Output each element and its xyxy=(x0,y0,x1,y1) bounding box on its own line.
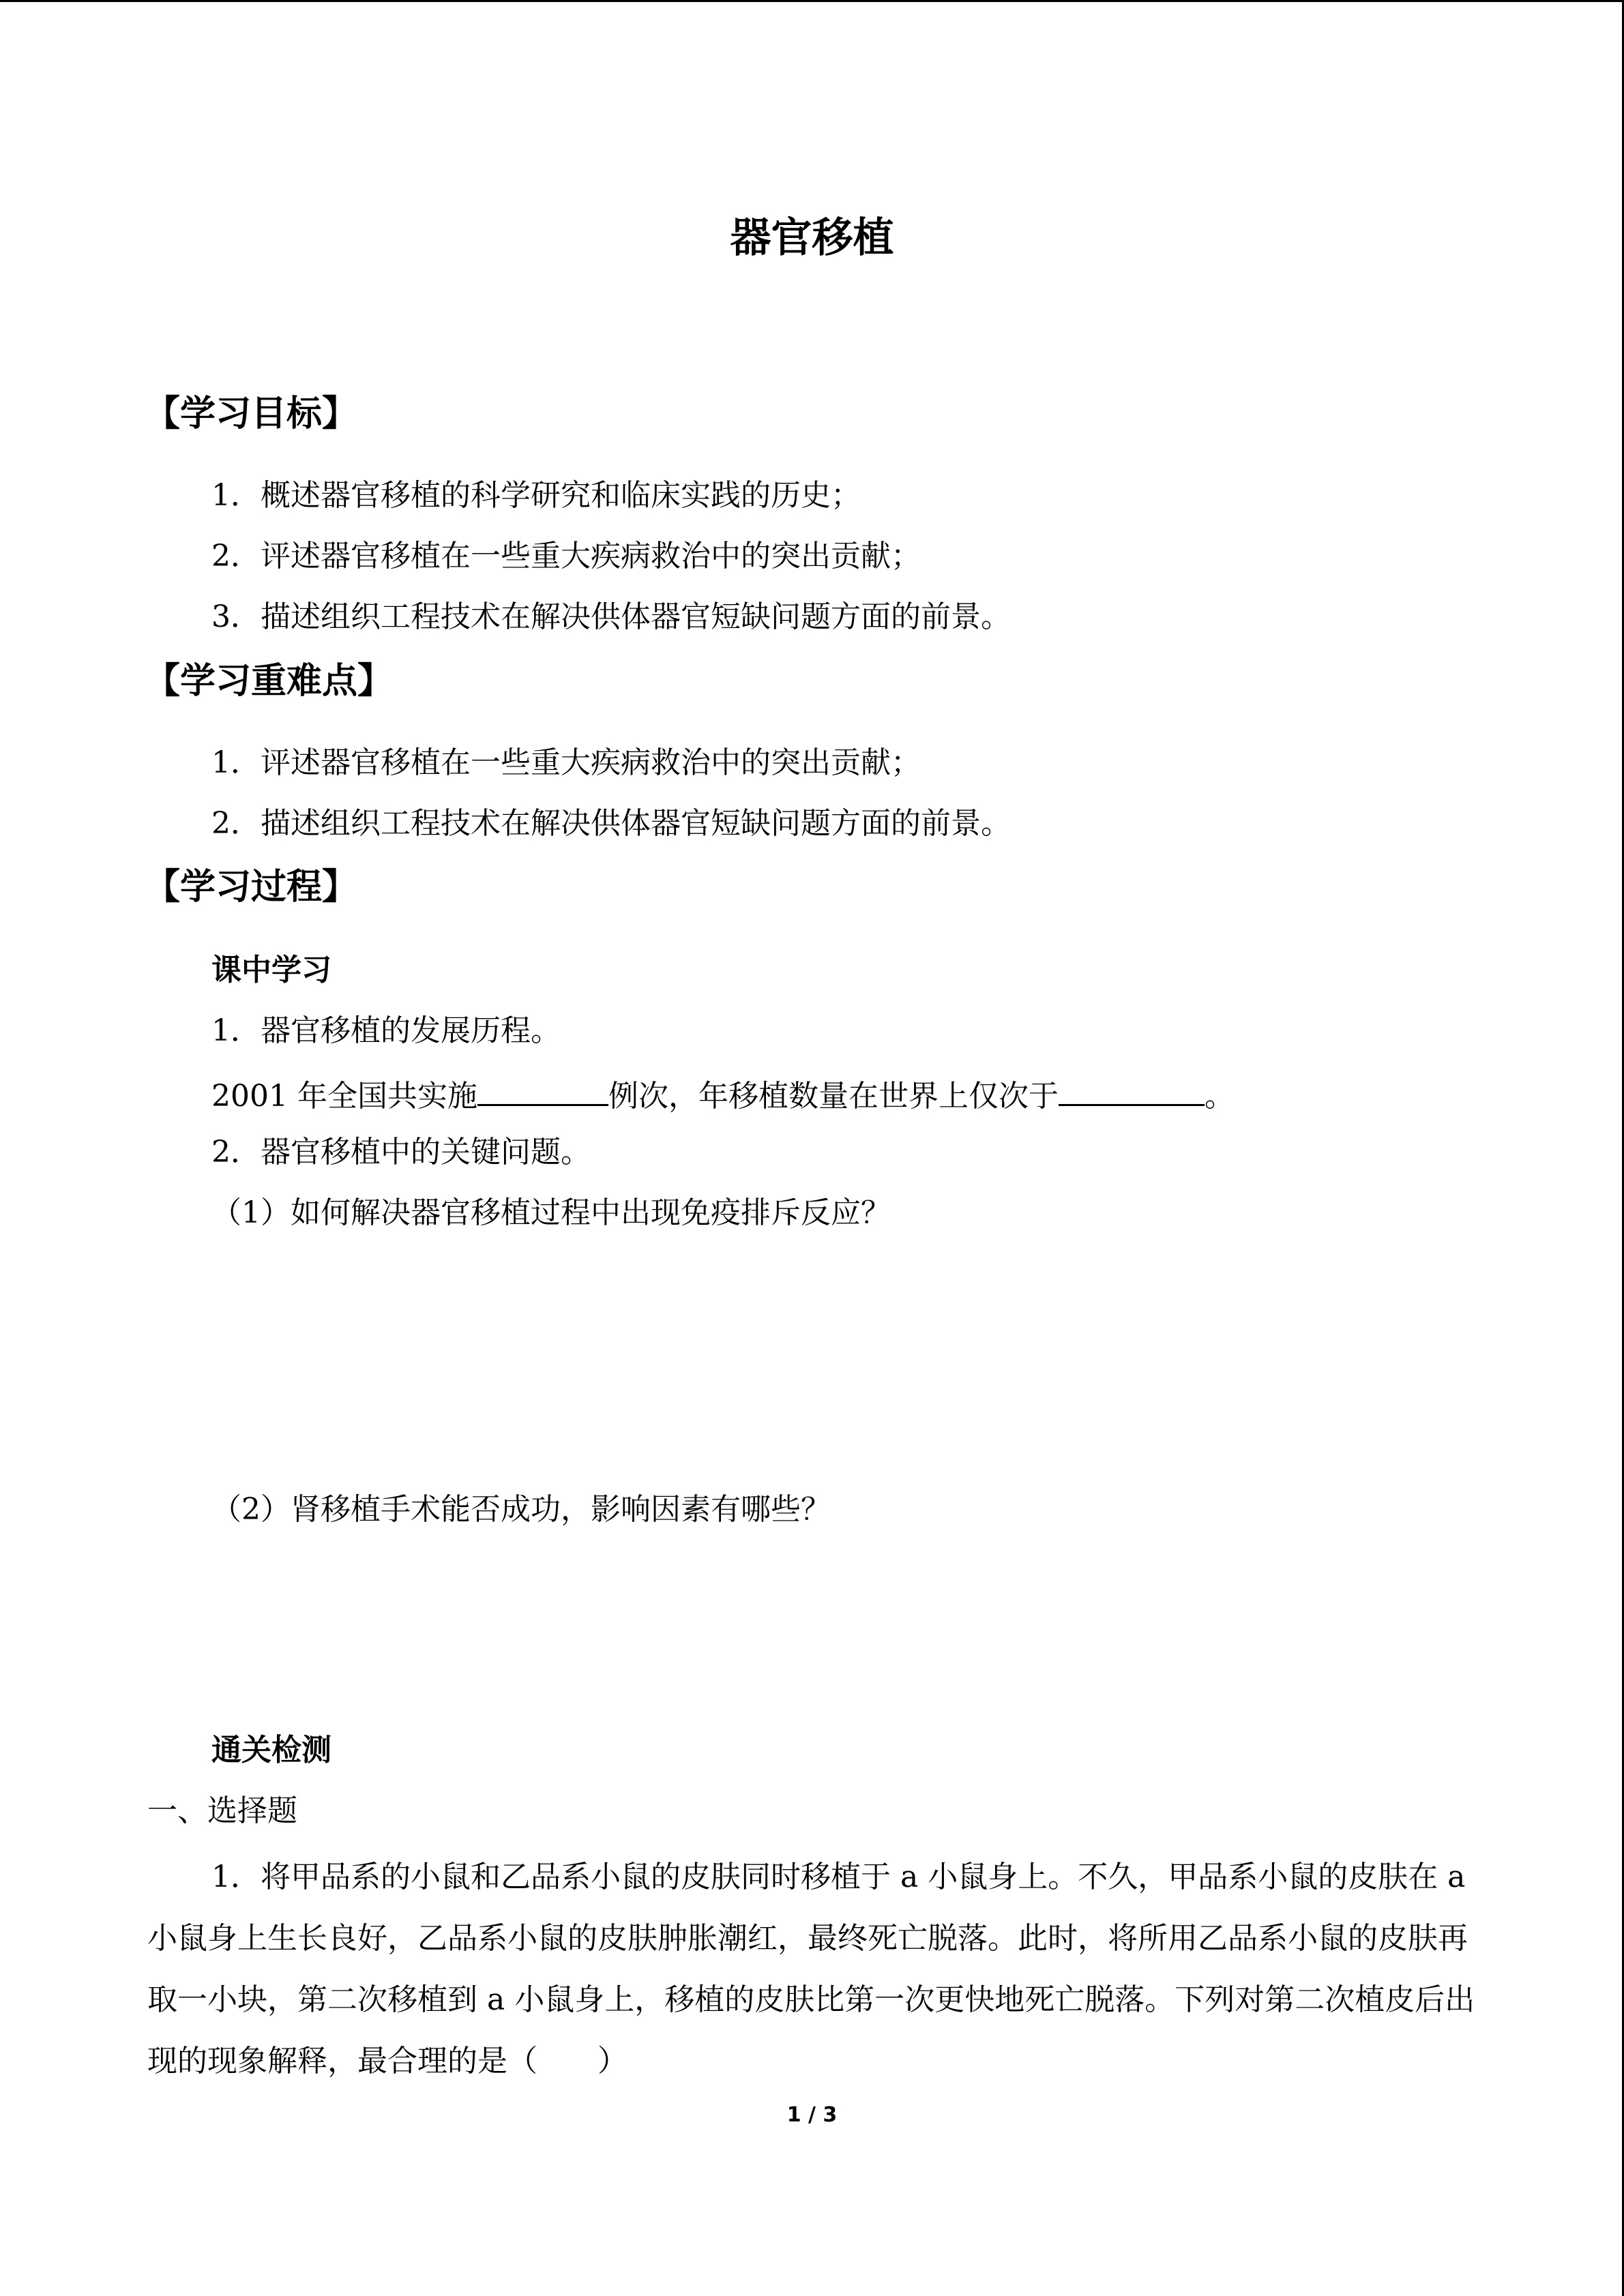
key-points-heading: 【学习重难点】 xyxy=(145,661,394,702)
objective-item-3: 3．描述组织工程技术在解决供体器官短缺问题方面的前景。 xyxy=(211,599,1011,634)
key-point-item-1: 1．评述器官移植在一些重大疾病救治中的突出贡献； xyxy=(211,745,921,780)
answer-space-2-2[interactable] xyxy=(211,1523,1439,1714)
answer-blank-1[interactable] xyxy=(477,1077,608,1106)
objective-item-2: 2．评述器官移植在一些重大疾病救治中的突出贡献； xyxy=(211,539,921,573)
fill-text-part1: 2001 年全国共实施 xyxy=(211,1079,477,1114)
key-point-item-2: 2．描述组织工程技术在解决供体器官短缺问题方面的前景。 xyxy=(211,806,1011,841)
class-study-subheading: 课中学习 xyxy=(211,953,331,987)
fill-text-part3: 。 xyxy=(1204,1079,1235,1114)
process-heading: 【学习过程】 xyxy=(145,867,358,908)
process-question-2: 2．器官移植中的关键问题。 xyxy=(211,1135,591,1169)
objective-item-1: 1．概述器官移植的科学研究和临床实践的历史； xyxy=(211,478,861,513)
fill-in-blank-line xyxy=(211,1077,1235,1112)
page-title: 器官移植 xyxy=(730,214,894,262)
page-number: 1 / 3 xyxy=(786,2103,838,2127)
process-question-1: 1．器官移植的发展历程。 xyxy=(211,1013,561,1048)
choice-question-1: 1．将甲品系的小鼠和乙品系小鼠的皮肤同时移植于 a 小鼠身上。不久，甲品系小鼠的皮肤在 a 小鼠身上生长良好，乙品系小鼠的皮肤肿胀潮红，最终死亡脱落。此时，将所用乙品系小鼠的皮肤再取一小块，第二次移植到 a 小鼠身上，移植的皮肤比第一次更快地死亡脱落。下列对第二次植皮后出现的现象解释，最合理的是（ ） xyxy=(147,1860,1475,2078)
process-question-2-2: （2）肾移植手术能否成功，影响因素有哪些？ xyxy=(211,1492,831,1527)
process-question-2-1: （1）如何解决器官移植过程中出现免疫排斥反应？ xyxy=(211,1195,891,1230)
choice-section-heading: 一、选择题 xyxy=(147,1793,297,1828)
objectives-heading: 【学习目标】 xyxy=(145,393,358,434)
fill-text-part2: 例次，年移植数量在世界上仅次于 xyxy=(608,1079,1059,1114)
answer-space-2-1[interactable] xyxy=(211,1226,1439,1451)
test-subheading: 通关检测 xyxy=(211,1733,331,1768)
answer-blank-2[interactable] xyxy=(1059,1077,1205,1106)
